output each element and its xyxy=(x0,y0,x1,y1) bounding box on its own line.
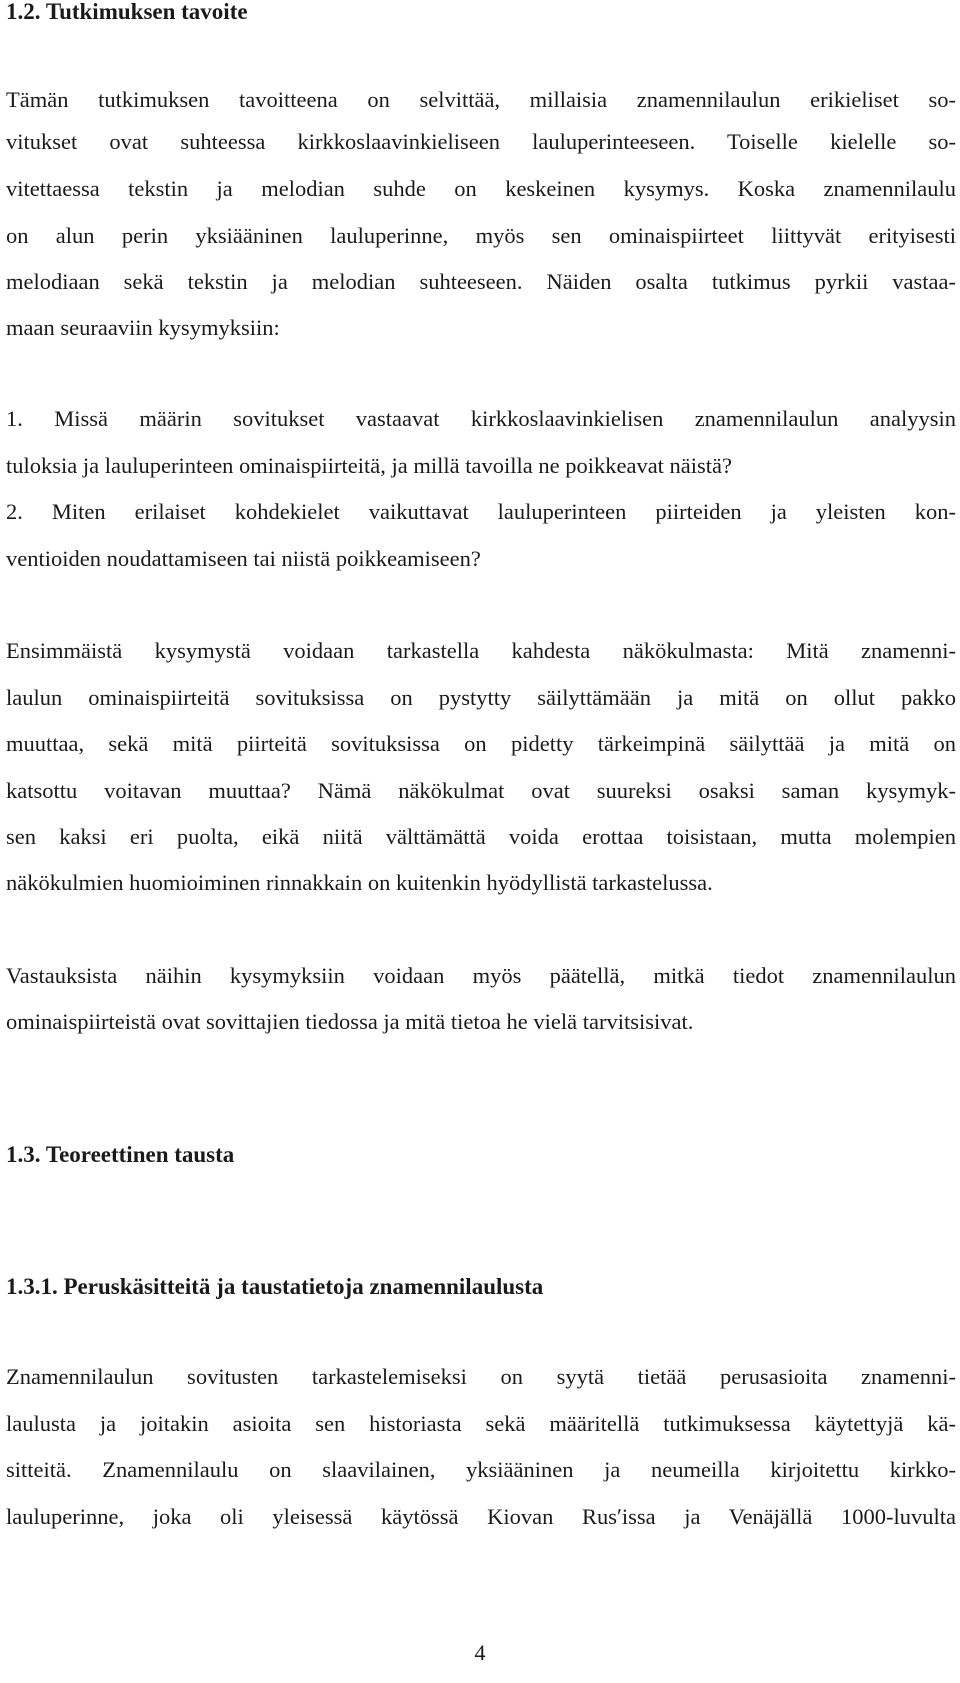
text-line: vitukset ovat suhteessa kirkkoslaavinkieliseen lauluperinteeseen. Toiselle kielelle so- xyxy=(6,129,956,154)
text-line: Ensimmäistä kysymystä voidaan tarkastella kahdesta näkökulmasta: Mitä znamenni- xyxy=(6,638,956,663)
text-line: lauluperinne, joka oli yleisessä käytössä Kiovan Rusʹissa ja Venäjällä 1000-luvulta xyxy=(6,1504,956,1529)
question-line: 2. Miten erilaiset kohdekielet vaikuttavat lauluperinteen piirteiden ja yleisten kon- xyxy=(6,499,956,524)
section-heading-1-2: 1.2. Tutkimuksen tavoite xyxy=(6,0,248,24)
section-heading-1-3: 1.3. Teoreettinen tausta xyxy=(6,1142,235,1167)
text-line: laulun ominaispiirteitä sovituksissa on pystytty säilyttämään ja mitä on ollut pakko xyxy=(6,685,956,710)
question-line: ventioiden noudattamiseen tai niistä poikkeamiseen? xyxy=(6,546,481,571)
page-number: 4 xyxy=(474,1640,486,1665)
question-line: 1. Missä määrin sovitukset vastaavat kirkkoslaavinkielisen znamennilaulun analyysin xyxy=(6,406,956,431)
text-line: muuttaa, sekä mitä piirteitä sovituksissa on pidetty tärkeimpinä säilyttää ja mitä on xyxy=(6,731,956,756)
text-line: Znamennilaulun sovitusten tarkastelemiseksi on syytä tietää perusasioita znamenni- xyxy=(6,1364,956,1389)
text-line: maan seuraaviin kysymyksiin: xyxy=(6,315,280,340)
text-line: melodiaan sekä tekstin ja melodian suhteeseen. Näiden osalta tutkimus pyrkii vastaa- xyxy=(6,269,956,294)
question-line: tuloksia ja lauluperinteen ominaispiirteitä, ja millä tavoilla ne poikkeavat näistä? xyxy=(6,453,733,478)
text-line: sen kaksi eri puolta, eikä niitä välttämättä voida erottaa toisistaan, mutta molempien xyxy=(6,824,956,849)
text-line: on alun perin yksiääninen lauluperinne, myös sen ominaispiirteet liittyvät erityisesti xyxy=(6,223,956,248)
text-line: Vastauksista näihin kysymyksiin voidaan myös päätellä, mitkä tiedot znamennilaulun xyxy=(6,963,956,988)
text-line: ominaispiirteistä ovat sovittajien tiedossa ja mitä tietoa he vielä tarvitsisivat. xyxy=(6,1009,694,1034)
text-line: vitettaessa tekstin ja melodian suhde on keskeinen kysymys. Koska znamennilaulu xyxy=(6,176,956,201)
text-line: laulusta ja joitakin asioita sen historiasta sekä määritellä tutkimuksessa käytettyjä kä- xyxy=(6,1411,956,1436)
text-line: näkökulmien huomioiminen rinnakkain on kuitenkin hyödyllistä tarkastelussa. xyxy=(6,870,713,895)
text-line: Tämän tutkimuksen tavoitteena on selvittää, millaisia znamennilaulun erikieliset so- xyxy=(6,87,956,112)
text-line: sitteitä. Znamennilaulu on slaavilainen, yksiääninen ja neumeilla kirjoitettu kirkko- xyxy=(6,1457,956,1482)
text-line: katsottu voitavan muuttaa? Nämä näkökulmat ovat suureksi osaksi saman kysymyk- xyxy=(6,778,956,803)
section-heading-1-3-1: 1.3.1. Peruskäsitteitä ja taustatietoja znamennilaulusta xyxy=(6,1274,544,1299)
